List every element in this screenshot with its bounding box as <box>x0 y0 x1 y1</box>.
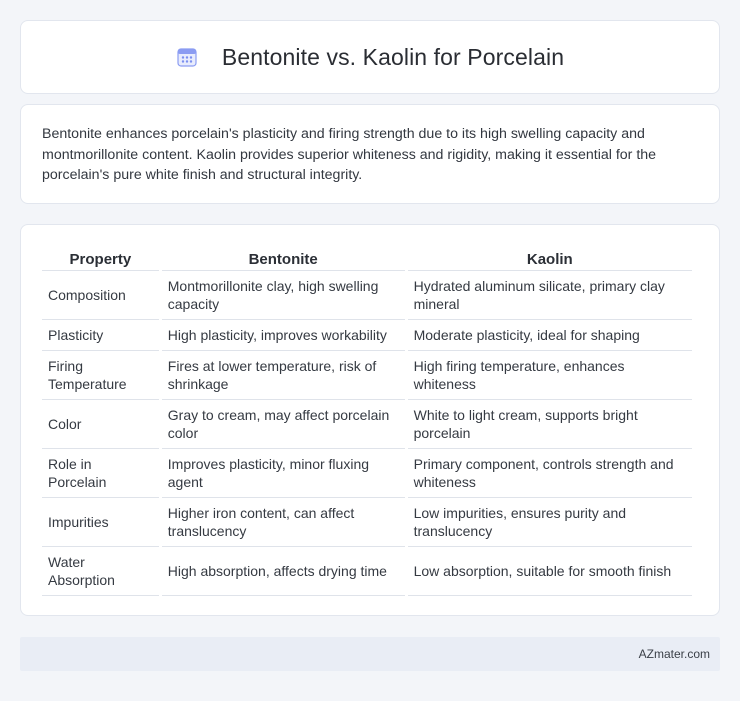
header-property: Property <box>42 243 159 271</box>
table-header-row <box>42 243 692 271</box>
cell-bentonite: Gray to cream, may affect porcelain color <box>162 400 405 449</box>
summary-card <box>20 104 720 204</box>
cell-kaolin: Low absorption, suitable for smooth finish <box>408 547 692 596</box>
cell-bentonite: Improves plasticity, minor fluxing agent <box>162 449 405 498</box>
table-row <box>42 351 692 400</box>
cell-bentonite: Montmorillonite clay, high swelling capacity <box>162 271 405 320</box>
cell-kaolin: Moderate plasticity, ideal for shaping <box>408 320 692 351</box>
summary-text: Bentonite enhances porcelain's plasticity and firing strength due to its high swelling capacity and montmorillonite content. Kaolin provides superior whiteness and rigidity, making it essential for the porcelain's pure white finish and structural integrity. <box>42 126 657 183</box>
page-title: Bentonite vs. Kaolin for Porcelain <box>221 43 565 70</box>
cell-bentonite: High absorption, affects drying time <box>162 547 405 596</box>
comparison-table <box>39 243 695 596</box>
header-kaolin: Kaolin <box>408 243 692 271</box>
calendar-icon <box>176 46 198 68</box>
comparison-table-card <box>20 224 720 616</box>
table-row <box>42 400 692 449</box>
cell-bentonite: Higher iron content, can affect translucency <box>162 498 405 547</box>
cell-kaolin: Primary component, controls strength and whiteness <box>408 449 692 498</box>
cell-kaolin: High firing temperature, enhances whiteness <box>408 351 692 400</box>
cell-kaolin: Hydrated aluminum silicate, primary clay mineral <box>408 271 692 320</box>
footer <box>20 637 720 671</box>
cell-property: Plasticity <box>42 320 159 351</box>
table-row <box>42 320 692 351</box>
cell-kaolin: Low impurities, ensures purity and translucency <box>408 498 692 547</box>
cell-kaolin: White to light cream, supports bright porcelain <box>408 400 692 449</box>
cell-property: Color <box>42 400 159 449</box>
table-row <box>42 498 692 547</box>
table-row <box>42 449 692 498</box>
footer-brand[interactable]: AZmater.com <box>638 647 710 661</box>
header-bentonite: Bentonite <box>162 243 405 271</box>
title-card <box>20 20 720 94</box>
cell-property: Role in Porcelain <box>42 449 159 498</box>
cell-bentonite: Fires at lower temperature, risk of shrinkage <box>162 351 405 400</box>
table-row <box>42 271 692 320</box>
table-row <box>42 547 692 596</box>
cell-property: Impurities <box>42 498 159 547</box>
cell-bentonite: High plasticity, improves workability <box>162 320 405 351</box>
cell-property: Water Absorption <box>42 547 159 596</box>
cell-property: Composition <box>42 271 159 320</box>
cell-property: Firing Temperature <box>42 351 159 400</box>
